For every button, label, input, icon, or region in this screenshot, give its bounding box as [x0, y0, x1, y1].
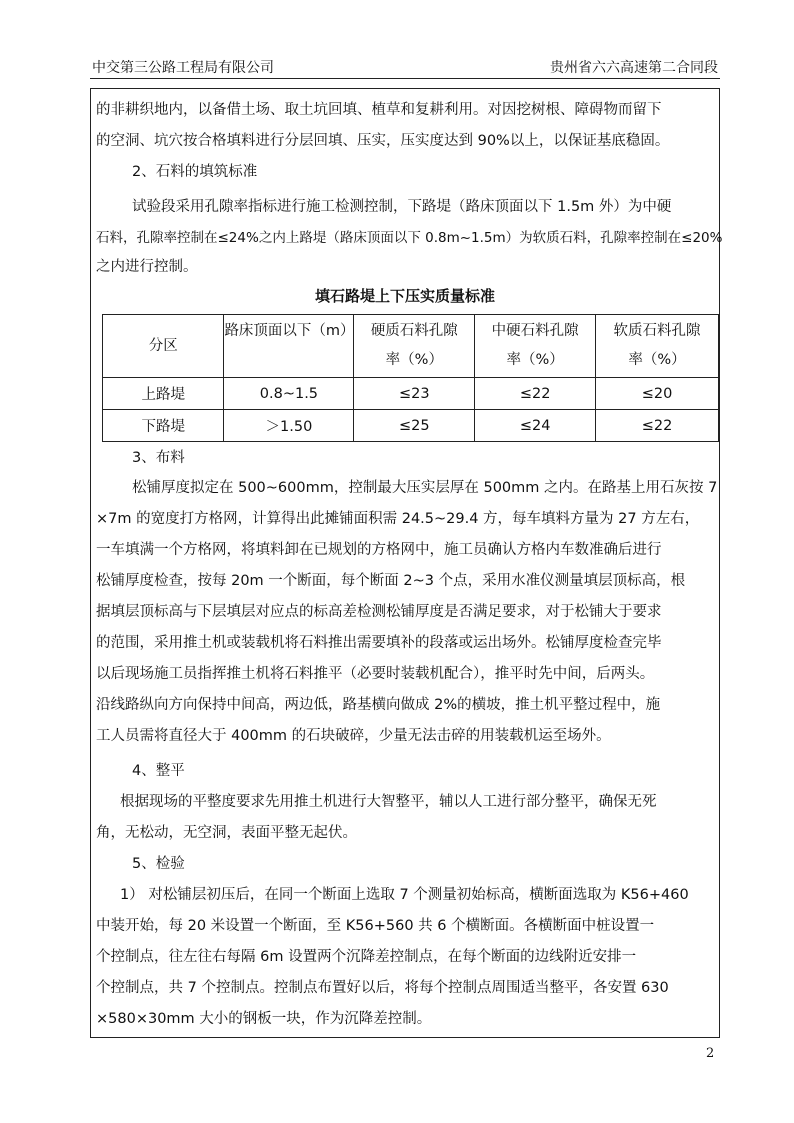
header-cell-soft	[596, 315, 719, 378]
paragraph-line: 个控制点，往左往右每隔 6m 设置两个沉降差控制点，在每个断面的边线附近安排一	[96, 949, 637, 965]
paragraph-line: ×7m 的宽度打方格网，计算得出此摊铺面积需 24.5~29.4 方，每车填料方量为 27 方左右，	[96, 511, 700, 527]
header-company: 中交第三公路工程局有限公司	[92, 60, 274, 76]
paragraph-line: 根据现场的平整度要求先用推土机进行大智整平，辅以人工进行部分整平，确保无死	[120, 794, 657, 810]
paragraph-line: 的空洞、坑穴按合格填料进行分层回填、压实，压实度达到 90%以上，以保证基底稳固。	[96, 133, 670, 149]
header-project: 贵州省六六高速第二合同段	[550, 60, 718, 76]
paragraph-line: 1） 对松铺层初压后，在同一个断面上选取 7 个测量初始标高，横断面选取为 K56+460	[120, 887, 689, 903]
section-heading-5: 5、检验	[132, 856, 185, 872]
header-cell-zone: 分区	[103, 315, 224, 378]
cell-depth: ＞1.50	[224, 410, 354, 442]
paragraph-line: 角，无松动，无空洞，表面平整无起伏。	[96, 825, 357, 841]
paragraph-line: 的非耕织地内，以备借土场、取土坑回填、植草和复耕利用。对因挖树根、障碍物而留下	[96, 102, 662, 118]
paragraph-line: ×580×30mm 大小的钢板一块，作为沉降差控制。	[96, 1011, 432, 1027]
cell-soft: ≤20	[596, 378, 719, 410]
header-text: 软质石料孔隙	[613, 323, 701, 339]
cell-soft: ≤22	[596, 410, 719, 442]
table-title: 填石路堤上下压实质量标准	[314, 287, 495, 305]
page-header	[90, 54, 720, 79]
paragraph-line: 松铺厚度拟定在 500~600mm，控制最大压实层厚在 500mm 之内。在路基上用石灰按 7	[132, 480, 718, 496]
paragraph-line: 沿线路纵向方向保持中间高，两边低，路基横向做成 2%的横坡，推土机平整过程中，施	[96, 697, 661, 713]
cell-medium: ≤24	[475, 410, 596, 442]
paragraph-line: 石料，孔隙率控制在≤24%之内上路堤（路床顶面以下 0.8m~1.5m）为软质石料，孔隙率控制在≤20%	[96, 230, 723, 246]
header-text: 路床顶面以下（m）	[224, 323, 355, 339]
compaction-standard-table	[102, 314, 719, 442]
paragraph-line: 之内进行控制。	[96, 259, 198, 275]
table-row	[103, 410, 719, 442]
page-number: 2	[706, 1046, 715, 1061]
header-text: 硬质石料孔隙	[370, 323, 458, 339]
paragraph-line: 工人员需将直径大于 400mm 的石块破碎，少量无法击碎的用装载机运至场外。	[96, 728, 611, 744]
header-text: 率（%）	[385, 352, 443, 368]
header-cell-medium	[475, 315, 596, 378]
header-cell-depth	[224, 315, 354, 378]
header-cell-hard	[354, 315, 475, 378]
cell-zone: 下路堤	[103, 410, 224, 442]
paragraph-line: 一车填满一个方格网，将填料卸在已规划的方格网中，施工员确认方格内车数准确后进行	[96, 542, 662, 558]
cell-medium: ≤22	[475, 378, 596, 410]
paragraph-line: 据填层顶标高与下层填层对应点的标高差检测松铺厚度是否满足要求，对于松铺大于要求	[96, 604, 662, 620]
paragraph-line: 中装开始，每 20 米设置一个断面，至 K56+560 共 6 个横断面。各横断面中桩设置一	[96, 918, 655, 934]
section-heading-3: 3、布料	[132, 450, 185, 466]
paragraph-line: 松铺厚度检查，按每 20m 一个断面，每个断面 2~3 个点，采用水准仪测量填层顶标高，根	[96, 573, 686, 589]
paragraph-line: 试验段采用孔隙率指标进行施工检测控制，下路堤（路床顶面以下 1.5m 外）为中硬	[132, 199, 672, 215]
section-heading-2: 2、石料的填筑标准	[132, 164, 258, 180]
header-text: 率（%）	[628, 352, 686, 368]
table-row	[103, 378, 719, 410]
header-text: 中硬石料孔隙	[491, 323, 579, 339]
cell-zone: 上路堤	[103, 378, 224, 410]
paragraph-line: 以后现场施工员指挥推土机将石料推平（必要时装载机配合），推平时先中间，后两头。	[96, 666, 655, 682]
header-text: 率（%）	[506, 352, 564, 368]
cell-hard: ≤25	[354, 410, 475, 442]
paragraph-line: 的范围，采用推土机或装载机将石料推出需要填补的段落或运出场外。松铺厚度检查完毕	[96, 635, 662, 651]
cell-hard: ≤23	[354, 378, 475, 410]
paragraph-line: 个控制点，共 7 个控制点。控制点布置好以后，将每个控制点周围适当整平，各安置 630	[96, 980, 669, 996]
table-header-row	[103, 315, 719, 378]
section-heading-4: 4、整平	[132, 763, 185, 779]
cell-depth: 0.8~1.5	[224, 378, 354, 410]
